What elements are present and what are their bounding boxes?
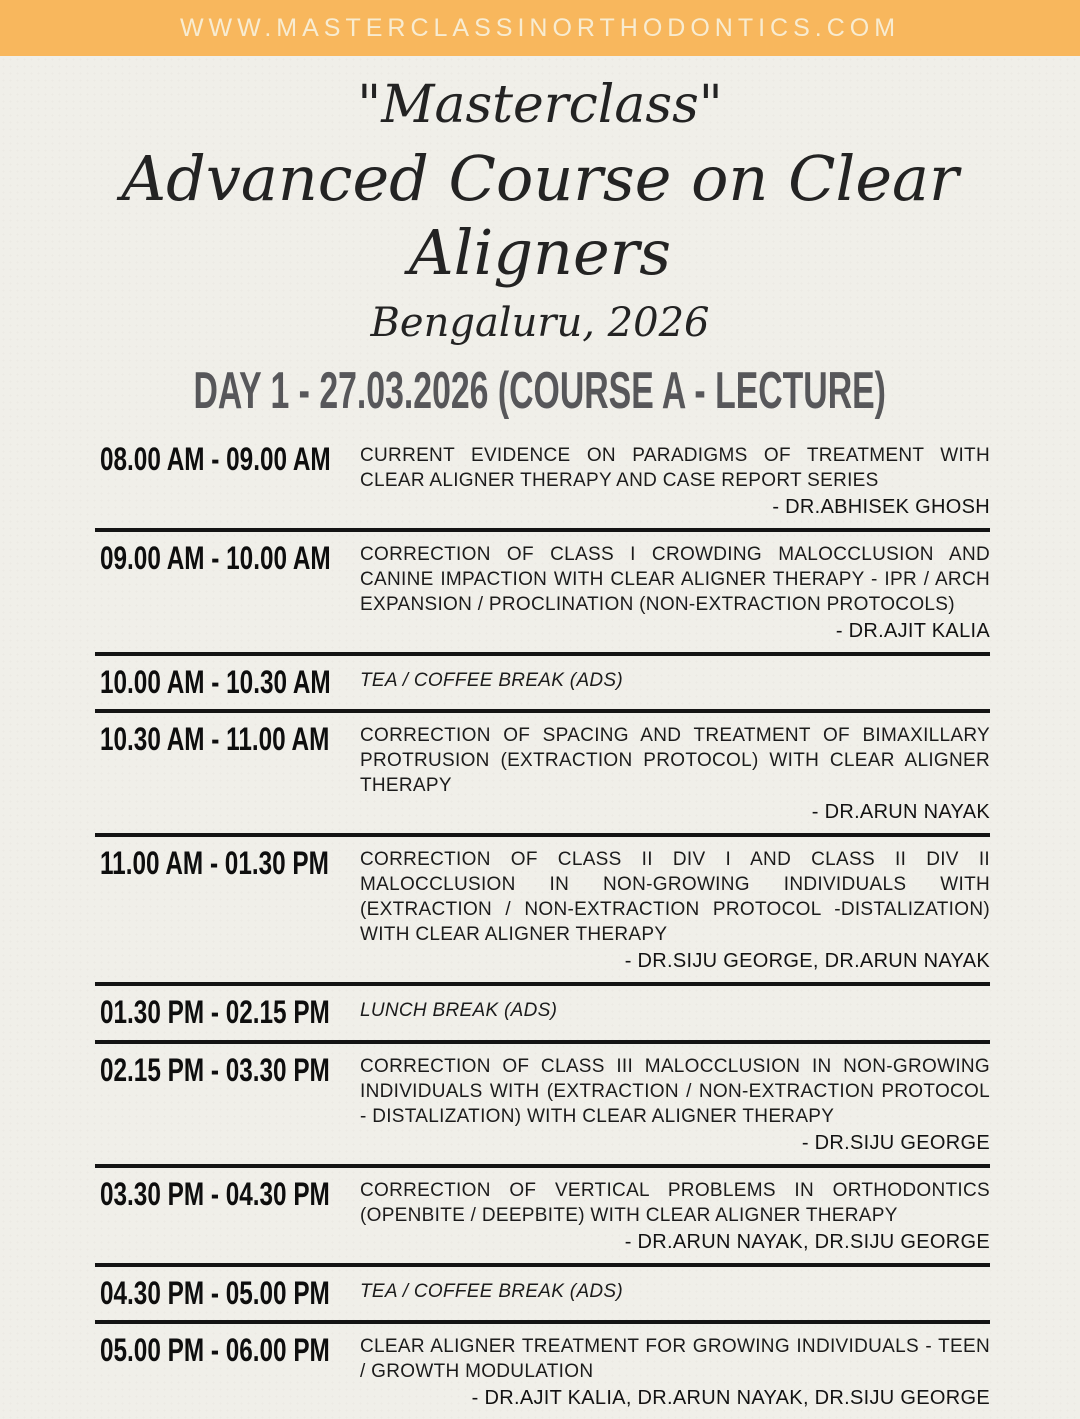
session-title: CORRECTION OF SPACING AND TREATMENT OF BIMAXILLARY PROTRUSION (EXTRACTION PROTOCOL) WITH CLEAR ALIGNER THERAPY	[360, 725, 990, 797]
poster-header	[0, 56, 1080, 419]
session-speakers: - DR.ARUN NAYAK	[811, 801, 990, 824]
session-speakers: - DR.AJIT KALIA, DR.ARUN NAYAK, DR.SIJU GEORGE	[471, 1387, 990, 1410]
schedule-row-5	[95, 837, 990, 986]
session-title: CORRECTION OF CLASS II DIV I AND CLASS II DIV II MALOCCLUSION IN NON-GROWING INDIVIDUALS WITH (EXTRACTION / NON-EXTRACTION PROTOCOL -DISTALIZATION) WITH CLEAR ALIGNER THERAPY	[360, 849, 990, 946]
session-time-cell	[95, 1334, 360, 1411]
location-year: Bengaluru, 2026	[370, 299, 710, 346]
course-title: Advanced Course on Clear Aligners	[121, 141, 959, 290]
session-time-cell	[95, 440, 360, 520]
session-time: 09.00 AM - 10.00 AM	[100, 539, 331, 576]
session-time-cell	[95, 1175, 360, 1255]
session-title: CORRECTION OF CLASS III MALOCCLUSION IN NON-GROWING INDIVIDUALS WITH (EXTRACTION / NON-EXTRACTION PROTOCOL - DISTALIZATION) WITH CLEAR ALIGNER THERAPY	[360, 1055, 990, 1127]
session-speakers: - DR.SIJU GEORGE	[801, 1131, 990, 1154]
website-url: WWW.MASTERCLASSINORTHODONTICS.COM	[179, 13, 901, 42]
schedule-row-9-break	[95, 1267, 990, 1325]
session-time-cell	[95, 1274, 360, 1311]
schedule-row-6-break	[95, 986, 990, 1044]
session-time: 10.00 AM - 10.30 AM	[100, 663, 331, 700]
session-title: CLEAR ALIGNER TREATMENT FOR GROWING INDIVIDUALS - TEEN / GROWTH MODULATION	[360, 1336, 990, 1383]
session-time-cell	[95, 847, 360, 974]
schedule-table	[95, 433, 990, 1419]
session-speakers: - DR.SIJU GEORGE, DR.ARUN NAYAK	[624, 950, 990, 973]
day-header-row	[0, 363, 1080, 419]
session-title: CORRECTION OF CLASS I CROWDING MALOCCLUSION AND CANINE IMPACTION WITH CLEAR ALIGNER THERAPY - IPR / ARCH EXPANSION / PROCLINATION (NON-EXTRACTION PROTOCOLS)	[360, 543, 990, 615]
session-time-cell	[95, 1051, 360, 1156]
schedule-row-4	[95, 713, 990, 837]
session-time: 02.15 PM - 03.30 PM	[100, 1051, 330, 1088]
schedule-row-2	[95, 532, 990, 656]
session-speakers: - DR.ARUN NAYAK, DR.SIJU GEORGE	[624, 1230, 990, 1253]
website-banner	[0, 0, 1080, 56]
session-speakers: - DR.AJIT KALIA	[835, 619, 990, 642]
masterclass-title: "Masterclass"	[357, 75, 723, 135]
break-label: TEA / COFFEE BREAK (ADS)	[360, 669, 624, 691]
session-time: 01.30 PM - 02.15 PM	[100, 994, 330, 1031]
session-time: 08.00 AM - 09.00 AM	[100, 440, 331, 477]
session-time: 03.30 PM - 04.30 PM	[100, 1175, 330, 1212]
day-header: DAY 1 - 27.03.2026 (COURSE A - LECTURE)	[193, 361, 887, 420]
session-title: CURRENT EVIDENCE ON PARADIGMS OF TREATMENT WITH CLEAR ALIGNER THERAPY AND CASE REPORT SERIES	[360, 444, 990, 491]
session-time: 04.30 PM - 05.00 PM	[100, 1274, 330, 1311]
session-time-cell	[95, 539, 360, 644]
schedule-row-3-break	[95, 656, 990, 714]
session-time-cell	[95, 996, 360, 1030]
session-time: 05.00 PM - 06.00 PM	[100, 1332, 330, 1369]
session-time-cell	[95, 723, 360, 825]
session-time: 11.00 AM - 01.30 PM	[100, 845, 329, 882]
session-time: 10.30 AM - 11.00 AM	[100, 721, 330, 758]
session-time-cell	[95, 663, 360, 700]
break-label: LUNCH BREAK (ADS)	[360, 1000, 558, 1022]
session-title: CORRECTION OF VERTICAL PROBLEMS IN ORTHODONTICS (OPENBITE / DEEPBITE) WITH CLEAR ALIGNER THERAPY	[360, 1179, 990, 1226]
break-label: TEA / COFFEE BREAK (ADS)	[360, 1280, 624, 1302]
schedule-row-7	[95, 1044, 990, 1168]
session-speakers: - DR.ABHISEK GHOSH	[772, 495, 990, 518]
schedule-row-8	[95, 1168, 990, 1267]
schedule-row-10	[95, 1324, 990, 1419]
schedule-row-1	[95, 433, 990, 532]
